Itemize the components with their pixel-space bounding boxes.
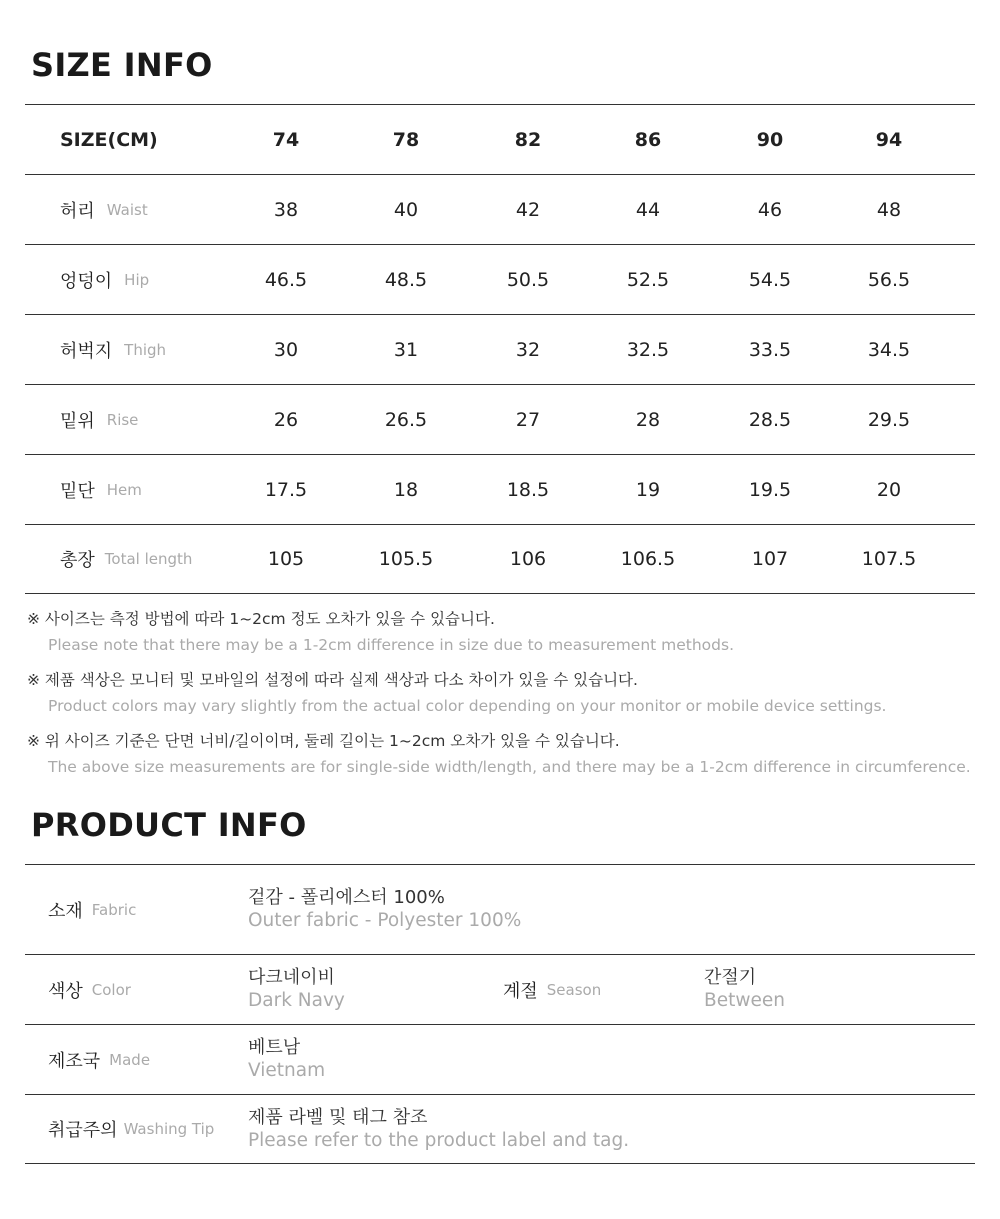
size-cell: 107 bbox=[751, 548, 789, 570]
row-label bbox=[60, 245, 149, 314]
product-label-ko: 색상 bbox=[48, 980, 83, 1002]
product-value-ko: 겉감 - 폴리에스터 100% bbox=[248, 887, 445, 908]
size-cell: 26 bbox=[273, 408, 299, 431]
size-notes bbox=[27, 606, 977, 789]
size-cell: 17.5 bbox=[264, 478, 308, 501]
size-header-cell: 90 bbox=[756, 128, 784, 151]
size-cell: 48.5 bbox=[384, 268, 428, 291]
size-cell: 28.5 bbox=[748, 408, 792, 431]
row-label-ko: 엉덩이 bbox=[60, 270, 113, 292]
size-info-title: SIZE INFO bbox=[31, 46, 213, 84]
size-header-row bbox=[25, 104, 975, 174]
note-ko: ※ 위 사이즈 기준은 단면 너비/길이이며, 둘레 길이는 1~2cm 오차가 있을 수 있습니다. bbox=[27, 732, 620, 750]
product-value-ko: 다크네이비 bbox=[248, 967, 335, 988]
size-row-waist bbox=[25, 174, 975, 244]
row-label-en: Hem bbox=[106, 480, 142, 499]
size-cell: 46 bbox=[757, 198, 783, 221]
row-label-ko: 밑위 bbox=[60, 410, 95, 432]
product-label-en: Season bbox=[546, 980, 602, 999]
note-en: The above size measurements are for single-side width/length, and there may be a 1-2cm difference in circumference. bbox=[48, 758, 971, 776]
product-value bbox=[248, 865, 521, 954]
product-label-ko: 소재 bbox=[48, 900, 83, 922]
size-cell: 18.5 bbox=[506, 478, 550, 501]
product-value-ko: 간절기 bbox=[704, 967, 757, 988]
product-label bbox=[503, 955, 601, 1024]
note-ko: ※ 제품 색상은 모니터 및 모바일의 설정에 따라 실제 색상과 다소 차이가 있을 수 있습니다. bbox=[27, 671, 638, 689]
size-cell: 19.5 bbox=[748, 478, 792, 501]
row-label-en: Total length bbox=[104, 550, 193, 568]
product-value-ko: 제품 라벨 및 태그 참조 bbox=[248, 1106, 428, 1128]
size-cell: 30 bbox=[273, 338, 299, 361]
size-header-cell: 86 bbox=[634, 128, 662, 151]
size-cell: 107.5 bbox=[861, 548, 917, 570]
product-value bbox=[248, 955, 345, 1024]
row-label bbox=[60, 175, 148, 244]
product-label bbox=[48, 1025, 150, 1094]
row-label bbox=[60, 385, 138, 454]
size-cell: 32.5 bbox=[626, 338, 670, 361]
product-label-ko: 취급주의 bbox=[48, 1120, 118, 1141]
product-row-fabric bbox=[25, 864, 975, 954]
size-header-cell: 82 bbox=[514, 128, 542, 151]
size-cell: 50.5 bbox=[506, 268, 550, 291]
note-en: Please note that there may be a 1-2cm difference in size due to measurement methods. bbox=[48, 636, 735, 654]
product-value-en: Vietnam bbox=[248, 1060, 326, 1081]
size-cell: 26.5 bbox=[384, 408, 428, 431]
note-item bbox=[27, 667, 977, 719]
size-cell: 56.5 bbox=[867, 268, 911, 291]
row-label-ko: 총장 bbox=[60, 550, 95, 571]
size-row-thigh bbox=[25, 314, 975, 384]
row-label-en: Rise bbox=[106, 410, 139, 429]
size-header-label: SIZE(CM) bbox=[60, 128, 158, 151]
size-row-total-length bbox=[25, 524, 975, 594]
product-value-ko: 베트남 bbox=[248, 1037, 301, 1058]
size-cell: 105 bbox=[267, 548, 305, 570]
row-label bbox=[60, 455, 142, 524]
size-cell: 40 bbox=[393, 198, 419, 221]
product-label bbox=[48, 955, 131, 1024]
size-row-rise bbox=[25, 384, 975, 454]
size-header-cell: 74 bbox=[272, 128, 300, 151]
size-cell: 44 bbox=[635, 198, 661, 221]
product-value bbox=[248, 1025, 325, 1094]
product-label-en: Fabric bbox=[91, 900, 137, 919]
product-label-en: Made bbox=[109, 1050, 151, 1069]
size-cell: 29.5 bbox=[867, 408, 911, 431]
product-label-ko: 제조국 bbox=[48, 1050, 101, 1072]
size-row-hip bbox=[25, 244, 975, 314]
size-table bbox=[25, 104, 975, 594]
product-row-color-season bbox=[25, 954, 975, 1024]
size-cell: 46.5 bbox=[264, 268, 308, 291]
product-label-en: Washing Tip bbox=[123, 1120, 215, 1138]
product-label bbox=[48, 1095, 214, 1163]
row-label-en: Hip bbox=[124, 270, 150, 289]
row-label-ko: 밑단 bbox=[60, 480, 95, 502]
product-label bbox=[48, 865, 136, 954]
product-row-washing bbox=[25, 1094, 975, 1164]
size-cell: 106 bbox=[509, 548, 547, 570]
size-row-hem bbox=[25, 454, 975, 524]
size-cell: 28 bbox=[635, 408, 661, 431]
product-label-en: Color bbox=[91, 980, 131, 999]
size-cell: 52.5 bbox=[626, 268, 670, 291]
size-cell: 38 bbox=[273, 198, 299, 221]
row-label-ko: 허벅지 bbox=[60, 340, 113, 362]
product-value-en: Outer fabric - Polyester 100% bbox=[248, 910, 522, 931]
product-value-en: Between bbox=[704, 990, 785, 1011]
product-info-table bbox=[25, 864, 975, 1164]
size-cell: 106.5 bbox=[620, 548, 676, 570]
size-cell: 34.5 bbox=[867, 338, 911, 361]
note-ko: ※ 사이즈는 측정 방법에 따라 1~2cm 정도 오차가 있을 수 있습니다. bbox=[27, 610, 495, 628]
row-label-ko: 허리 bbox=[60, 200, 95, 222]
size-cell: 54.5 bbox=[748, 268, 792, 291]
size-header-cell: 78 bbox=[392, 128, 420, 151]
size-cell: 48 bbox=[876, 198, 902, 221]
size-cell: 27 bbox=[515, 408, 541, 431]
product-value bbox=[248, 1095, 629, 1163]
row-label-en: Thigh bbox=[124, 340, 167, 359]
size-cell: 31 bbox=[393, 338, 419, 361]
row-label bbox=[60, 525, 192, 593]
size-header-cell: 94 bbox=[875, 128, 903, 151]
note-item bbox=[27, 606, 977, 658]
size-cell: 105.5 bbox=[378, 548, 434, 570]
size-cell: 33.5 bbox=[748, 338, 792, 361]
product-info-title: PRODUCT INFO bbox=[31, 806, 307, 844]
note-item bbox=[27, 728, 977, 780]
size-cell: 32 bbox=[515, 338, 541, 361]
size-cell: 19 bbox=[635, 478, 661, 501]
product-label-ko: 계절 bbox=[503, 980, 538, 1002]
product-row-made bbox=[25, 1024, 975, 1094]
product-value-en: Dark Navy bbox=[248, 990, 345, 1011]
row-label-en: Waist bbox=[106, 200, 148, 219]
product-value bbox=[704, 955, 785, 1024]
size-cell: 18 bbox=[393, 478, 419, 501]
product-value-en: Please refer to the product label and tag. bbox=[248, 1129, 630, 1151]
note-en: Product colors may vary slightly from the actual color depending on your monitor or mobile device settings. bbox=[48, 697, 887, 715]
size-cell: 20 bbox=[876, 478, 902, 501]
row-label bbox=[60, 315, 166, 384]
size-cell: 42 bbox=[515, 198, 541, 221]
